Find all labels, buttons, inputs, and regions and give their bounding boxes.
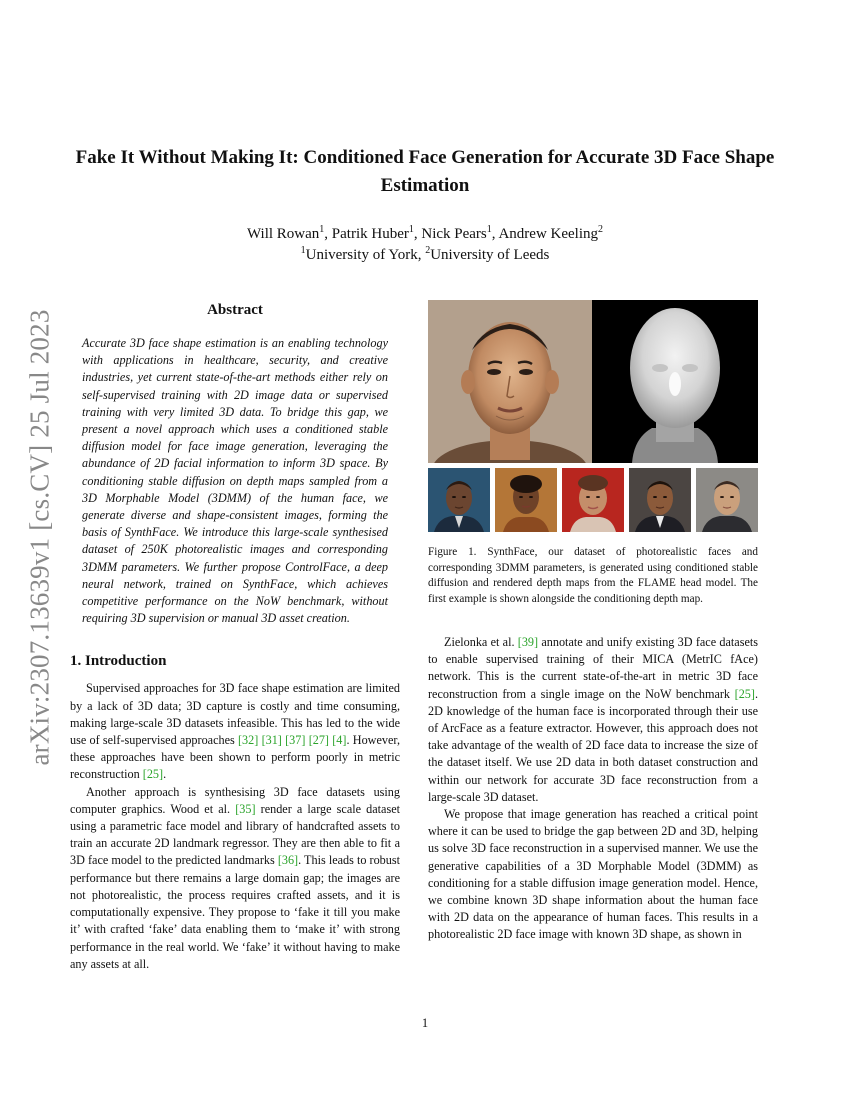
citation-link[interactable]: [32] [238, 733, 259, 748]
citation-link[interactable]: [27] [308, 733, 329, 748]
right-column [428, 300, 758, 944]
left-column [70, 300, 400, 973]
author-affiliation-mark: 2 [598, 224, 604, 235]
citation-link[interactable]: [39] [517, 635, 539, 649]
citation-link[interactable]: [25] [142, 767, 164, 782]
affiliation-mark: 2 [425, 245, 431, 256]
author-name: Patrik Huber [331, 226, 409, 242]
right-paragraph-1: Zielonka et al. [39] annotate and unify existing 3D face datasets to enable supervised training of their MICA (MetrIC fAce) network. This is the current state-of-the-art in metric 3D face reconstruction from a single image on the NoW benchmark [25]. 2D knowledge of the human face is incorporated through their use of ArcFace as a feature extractor. However, this approach does not take advantage of the wealth of 2D face data to increase the size of the dataset itself. We use 2D data in both dataset construction and within our network for accurate 3D face reconstruction from a large-scale 3D dataset. [428, 635, 758, 804]
arxiv-identifier-stamp [18, 300, 62, 775]
affiliation-mark: 1 [300, 245, 306, 256]
author-name: Will Rowan [246, 226, 320, 242]
citation-link[interactable]: [25] [734, 686, 755, 701]
introduction-paragraph-1: Supervised approaches for 3D face shape estimation are limited by a lack of 3D data; 3D capture is costly and time consuming, making large-scale 3D datasets infeasible. This has led to the wide use of self-supervised approaches [32] [31] [37] [27] [4]. However, these approaches have been shown to perform poorly in metric reconstruction [25]. [70, 681, 400, 782]
affiliation-name: University of York [305, 247, 418, 263]
author-name: Nick Pears [421, 226, 487, 242]
figure-top-row [428, 300, 758, 463]
abstract-text: Accurate 3D face shape estimation is an enabling technology with applications in healthcare, security, and creative industries, yet current state-of-the-art methods either rely on self-supervised training with 2D image data or supervised training with very limited 3D data. To bridge this gap, we present a novel approach which uses a conditioned stable diffusion model for face image generation, leveraging the abundance of 2D facial information to inform 3D space. By conditioning stable diffusion on depth maps sampled from a 3D Morphable Model (3DMM) of the human face, we generate diverse and shape-consistent images, forming the basis of SynthFace. We introduce this large-scale synthesised dataset of 250K photorealistic images and corresponding 3DMM parameters. We further propose ControlFace, a deep neural network, trained on SynthFace, which achieves competitive performance on the NoW benchmark, without requiring 3D supervision or manual 3D asset creation. [82, 336, 388, 626]
face-photo-main [428, 300, 592, 463]
figure-thumbnail-strip [428, 468, 758, 532]
introduction-paragraph-2: Another approach is synthesising 3D face datasets using computer graphics. Wood et al. [35] render a large scale dataset using a parametric face model and library of handcrafted assets to train an accurate 2D landmark regressor. They are then able to fit a 3D face model to the predicted landmarks [36]. This leads to robust performance but there remains a large domain gap; the images are not photorealistic, the process requires crafted assets, and it is computationally expensive. They propose to ‘fake it till you make it’ with crafted ‘fake’ data enabling them to ‘make it’ with strong performance in the real world. We ‘fake’ it without having to make any assets at all. [70, 784, 401, 971]
author-list: Will Rowan$^1$, Patrik Huber$^1$, Nick Pears$^1$, Andrew Keeling$^2$ [246, 224, 604, 242]
citation-link[interactable]: [4] [332, 733, 347, 748]
author-name: Andrew Keeling [498, 226, 599, 242]
depth-map-image [592, 300, 758, 463]
introduction-heading: 1. Introduction [70, 653, 167, 670]
abstract-heading: Abstract [207, 302, 263, 318]
affiliation-list: $^1$University of York, $^2$University of Leeds [300, 245, 550, 263]
face-thumbnail-3 [562, 468, 624, 532]
paper-title: Fake It Without Making It: Conditioned Face Generation for Accurate 3D Face Shape Estimation [75, 147, 775, 196]
citation-link[interactable]: [36] [277, 853, 299, 868]
author-affiliation-mark: 1 [486, 224, 492, 235]
face-thumbnail-5 [696, 468, 758, 532]
citation-link[interactable]: [31] [261, 733, 282, 748]
author-block [70, 224, 780, 266]
arxiv-identifier-text: arXiv:2307.13639v1 [cs.CV] 25 Jul 2023 [24, 309, 55, 766]
author-affiliation-mark: 1 [319, 224, 325, 235]
face-thumbnail-1 [428, 468, 490, 532]
citation-link[interactable]: [37] [285, 733, 306, 748]
face-thumbnail-2 [495, 468, 557, 532]
figure-1-caption: Figure 1. SynthFace, our dataset of photorealistic faces and corresponding 3DMM parameters, is generated using conditioned stable diffusion and rendered depth maps from the FLAME head model. The first example is shown alongside the conditioning depth map. [428, 546, 758, 605]
affiliation-name: University of Leeds [430, 247, 550, 263]
right-column-text [428, 634, 758, 944]
right-paragraph-2: We propose that image generation has reached a critical point where it can be used to bridge the gap between 2D and 3D, helping us solve 3D face reconstruction in a supervised manner. We use the generative capabilities of a 3D Morphable Model (3DMM) as conditioning for a stable diffusion image generation model. Hence, we combine known 3D shape information about the human face with 2D data on the appearance of human faces. This results in a photorealistic 2D face image with known 3D shape, as shown in [428, 807, 758, 942]
figure-1 [428, 300, 758, 607]
author-affiliation-mark: 1 [408, 224, 414, 235]
citation-link[interactable]: [35] [235, 801, 256, 816]
face-thumbnail-4 [629, 468, 691, 532]
page-number: 1 [421, 1016, 429, 1030]
